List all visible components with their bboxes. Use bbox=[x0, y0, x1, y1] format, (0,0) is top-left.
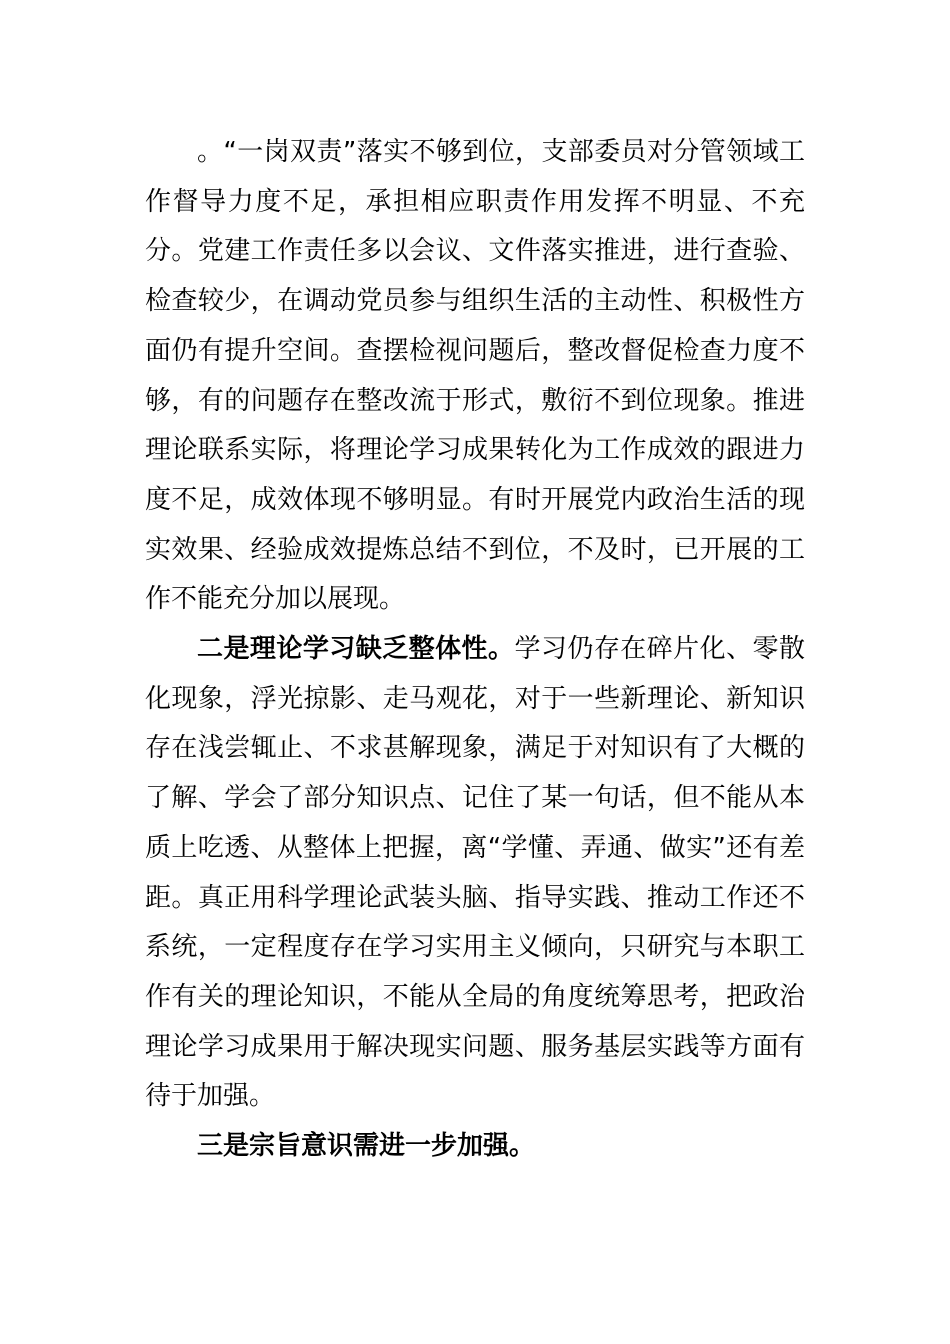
paragraph-lead: 三是宗旨意识需进一步加强。 bbox=[197, 1131, 536, 1162]
paragraph-2 bbox=[145, 625, 805, 1122]
paragraph-text: 学习仍存在碎片化、零散化现象，浮光掠影、走马观花，对于一些新理论、新知识存在浅尝辄止、不求甚解现象，满足于对知识有了大概的了解、学会了部分知识点、记住了某一句话，但不能从本质上吃透、从整体上把握，离“学懂、弄通、做实”还有差距。真正用科学理论武装头脑、指导实践、推动工作还不系统，一定程度存在学习实用主义倾向，只研究与本职工作有关的理论知识，不能从全局的角度统筹思考，把政治理论学习成果用于解决现实问题、服务基层实践等方面有待于加强。 bbox=[145, 634, 805, 1112]
paragraph-1 bbox=[145, 128, 805, 625]
paragraph-text: 。“一岗双责”落实不够到位，支部委员对分管领域工作督导力度不足，承担相应职责作用发挥不明显、不充分。党建工作责任多以会议、文件落实推进，进行查验、检查较少，在调动党员参与组织生活的主动性、积极性方面仍有提升空间。查摆检视问题后，整改督促检查力度不够，有的问题存在整改流于形式，敷衍不到位现象。推进理论联系实际，将理论学习成果转化为工作成效的跟进力度不足，成效体现不够明显。有时开展党内政治生活的现实效果、经验成效提炼总结不到位，不及时，已开展的工作不能充分加以展现。 bbox=[145, 137, 805, 615]
document-body bbox=[145, 128, 805, 1172]
paragraph-3 bbox=[145, 1122, 805, 1172]
paragraph-lead: 二是理论学习缺乏整体性。 bbox=[197, 634, 515, 665]
